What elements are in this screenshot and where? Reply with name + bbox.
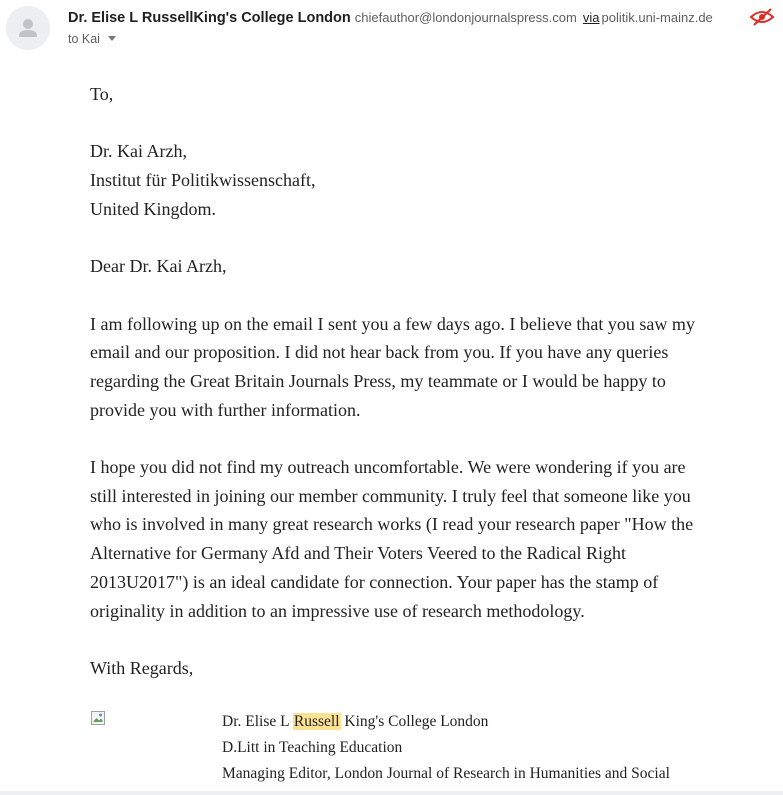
signature-text bbox=[222, 709, 670, 787]
caret-down-icon[interactable] bbox=[108, 36, 116, 41]
not-encrypted-icon[interactable] bbox=[749, 8, 775, 26]
signature-degree: D.Litt in Teaching Education bbox=[222, 739, 403, 756]
body-paragraph-invitation: I hope you did not find my outreach uncomfortable. We were wondering if you are still interested in joining our member community. I truly feel that someone like you who is involved in many great research works (I read your research paper "How the Alternative for Germany Afd and Their Voters Veered to the Radical Right 2013U2017") is an ideal candidate for connection. Your paper has the stamp of originality in addition to an impressive use of research methodology. bbox=[90, 457, 694, 621]
signature-role: Managing Editor, London Journal of Research in Humanities and Social bbox=[222, 765, 670, 782]
recipients-line[interactable] bbox=[68, 31, 116, 47]
recipient-institute: Institut für Politikwissenschaft, bbox=[90, 170, 316, 191]
via-domain: politik.uni-mainz.de bbox=[601, 10, 713, 25]
signature-name: Dr. Elise L Russell King's College London bbox=[222, 713, 489, 730]
sender-line bbox=[68, 8, 739, 28]
closing: With Regards, bbox=[90, 657, 194, 678]
greeting: Dear Dr. Kai Arzh, bbox=[90, 256, 227, 277]
body-paragraph-followup: I am following up on the email I sent you a few days ago. I believe that you saw my email and our proposition. I did not hear back from you. If you have any queries regarding the Great Britain Journals Press, my teammate or I would be happy to provide you with further information. bbox=[90, 313, 695, 420]
recipients-text: to Kai bbox=[68, 32, 100, 46]
search-highlight: Russell bbox=[293, 713, 340, 730]
broken-image-icon bbox=[90, 710, 106, 726]
sender-name[interactable]: Dr. Elise L RussellKing's College London bbox=[68, 10, 351, 26]
recipient-country: United Kingdom. bbox=[90, 198, 216, 219]
sender-email: chiefauthor@londonjournalspress.com bbox=[354, 10, 577, 25]
recipient-address bbox=[90, 137, 712, 223]
default-person-icon bbox=[6, 6, 50, 50]
salutation-to: To, bbox=[90, 84, 114, 104]
message-body bbox=[90, 80, 712, 711]
bottom-divider bbox=[0, 791, 783, 795]
via-link[interactable]: via bbox=[582, 10, 600, 25]
recipient-name: Dr. Kai Arzh, bbox=[90, 141, 187, 162]
sender-avatar[interactable] bbox=[6, 6, 50, 50]
